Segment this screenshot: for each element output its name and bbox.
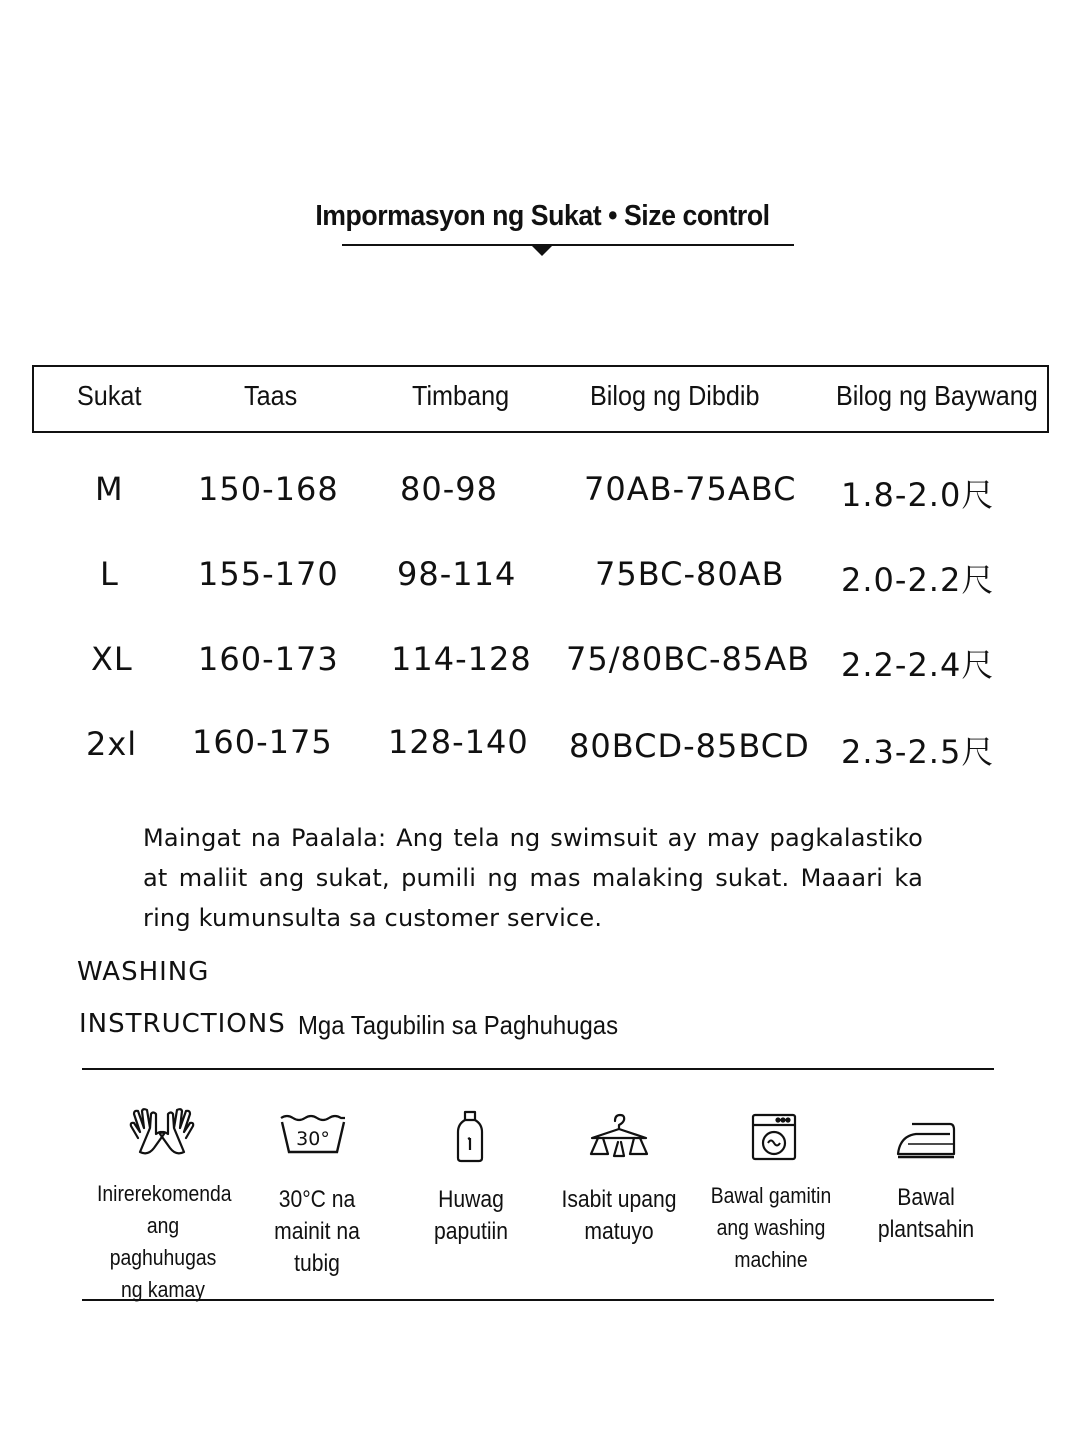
care-label-no-machine: Bawal gamitin ang washing machine [710,1183,832,1272]
title-pointer-icon [532,246,552,256]
table-cell: 128-140 [388,723,529,761]
table-cell: 75BC-80AB [595,555,785,593]
washing-machine-icon [750,1112,798,1162]
table-cell: 98-114 [397,555,517,593]
table-cell: 160-173 [198,640,339,678]
header-waist: Bilog ng Baywang [836,380,1038,411]
hang-dry-icon [588,1112,650,1162]
washing-heading: WASHING [77,957,210,987]
table-cell: 2.2-2.4尺 [841,646,995,684]
table-cell: M [95,470,124,508]
table-cell: 80-98 [400,470,498,508]
table-cell: 2xl [86,725,138,763]
svg-text:30°: 30° [296,1128,330,1150]
size-note: Maingat na Paalala: Ang tela ng swimsuit ay may pagkalastiko at maliit ang sukat, pumili ng mas malaking sukat. Maaari ka ring kumunsulta sa customer service. [143,824,923,932]
header-bust: Bilog ng Dibdib [590,380,760,411]
iron-icon [894,1118,958,1160]
care-label-no-iron: Bawal plantsahin [877,1184,975,1243]
divider-top [82,1068,994,1070]
table-cell: 150-168 [198,470,339,508]
wash-30-icon [278,1112,348,1158]
table-cell: 1.8-2.0尺 [841,476,995,514]
table-cell: 80BCD-85BCD [569,727,810,765]
table-cell: XL [91,640,133,678]
care-label-water-temp: 30°C na mainit na tubig [274,1186,360,1277]
no-bleach-bottle-icon [454,1108,486,1164]
header-height: Taas [244,380,298,411]
table-cell: 70AB-75ABC [584,470,797,508]
header-size: Sukat [77,380,142,411]
care-label-no-bleach: Huwag paputiin [433,1186,508,1245]
title-underline [342,244,794,246]
table-cell: 2.3-2.5尺 [841,733,995,771]
page-title: Impormasyon ng Sukat • Size control [315,200,770,232]
care-label-hand-wash: Inirerekomenda ang paghuhugas ng kamay [97,1181,232,1302]
table-cell: 114-128 [391,640,532,678]
table-cell: 155-170 [198,555,339,593]
washing-subtitle: Mga Tagubilin sa Paghuhugas [298,1010,619,1040]
table-cell: L [100,555,119,593]
table-cell: 2.0-2.2尺 [841,561,995,599]
header-weight: Timbang [412,380,510,411]
table-cell: 75/80BC-85AB [566,640,811,678]
table-cell: 160-175 [192,723,333,761]
instructions-heading: INSTRUCTIONS [79,1009,286,1039]
care-label-hang-dry: Isabit upang matuyo [561,1186,677,1245]
hand-wash-icon [126,1108,198,1160]
